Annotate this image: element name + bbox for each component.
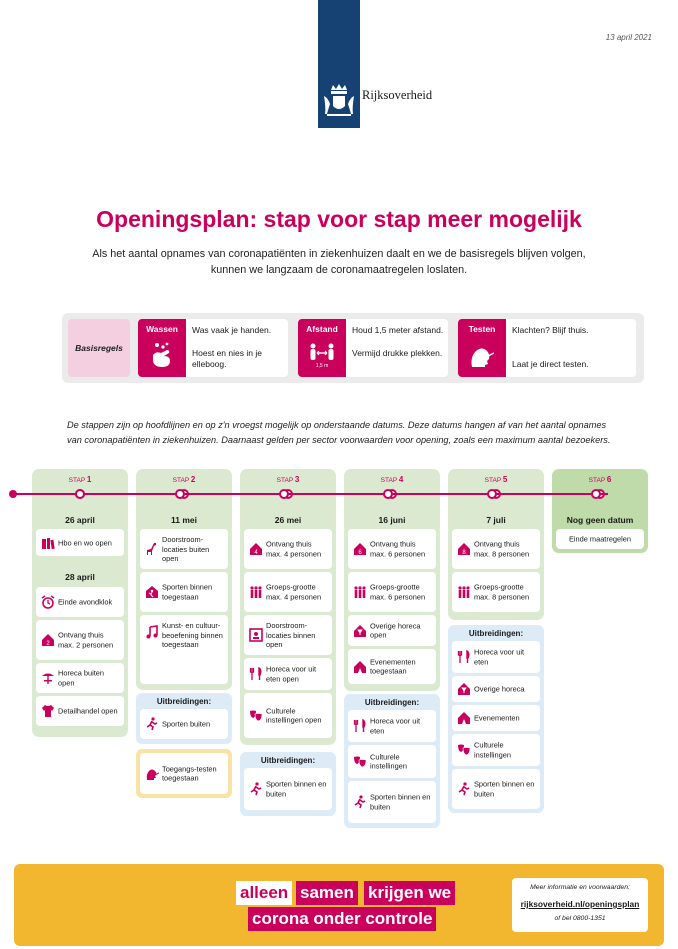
step-date: Nog geen datum <box>566 515 634 525</box>
step-4-uitbreidingen <box>344 694 440 828</box>
rule-line-2: Laat je direct testen. <box>512 359 589 369</box>
measure-text: Horeca voor uit eten <box>474 647 525 666</box>
measure-card <box>452 734 540 766</box>
measure-text: Sporten binnen toegestaan <box>162 582 213 601</box>
measure-text: Ontvang thuis max. 8 personen <box>474 539 530 558</box>
measure-card <box>36 663 124 693</box>
measure-text: Sporten binnen en buiten <box>370 792 431 811</box>
terrace-umbrella-icon <box>41 671 55 685</box>
timeline-dot <box>75 489 85 499</box>
step-3-uitbreidingen <box>240 752 336 816</box>
step-date: 11 mei <box>171 515 197 525</box>
measure-card <box>244 693 332 738</box>
group-icon <box>353 585 367 599</box>
measure-text: Sporten binnen en buiten <box>474 779 535 798</box>
step-column-2 <box>136 469 232 690</box>
slogan-word: corona onder controle <box>248 907 436 931</box>
measure-card <box>140 615 228 684</box>
rule-tile <box>298 319 346 377</box>
house-8-icon <box>457 542 471 556</box>
running-icon <box>353 795 367 809</box>
rule-line-1: Klachten? Blijf thuis. <box>512 325 589 335</box>
step-word: STAP <box>380 477 398 484</box>
theater-masks-icon <box>249 709 263 723</box>
bar-icon <box>353 624 367 638</box>
measure-card <box>348 745 436 778</box>
measure-text: Toegangs-testen toegestaan <box>162 764 217 783</box>
distance-badge: 1,5 m <box>315 363 329 369</box>
slogan-word: samen <box>296 881 358 905</box>
measure-text: Hbo en wo open <box>58 537 112 547</box>
measure-text: Ontvang thuis max. 4 personen <box>266 539 322 558</box>
measure-card <box>556 529 644 549</box>
slogan-word: alleen <box>236 881 292 905</box>
measure-card <box>140 529 228 569</box>
extensions-title: Uitbreidingen: <box>156 697 212 706</box>
step-word: STAP <box>588 477 606 484</box>
measure-text: Kunst- en cultuur-beoefening binnen toegestaan <box>162 621 223 649</box>
cutlery-icon <box>249 667 263 681</box>
house-2-icon <box>41 633 55 647</box>
measure-text: Groeps-grootte max. 6 personen <box>370 582 426 601</box>
step-number: 4 <box>398 475 404 484</box>
basisregels-label: Basisregels <box>68 319 130 377</box>
timeline-dot <box>175 489 185 499</box>
measure-text: Overige horeca <box>474 684 525 694</box>
measure-text: Evenementen <box>474 713 520 723</box>
measure-card <box>348 529 436 569</box>
alarm-clock-icon <box>41 595 55 609</box>
slogan-word: krijgen we <box>364 881 455 905</box>
rule-tile <box>458 319 506 377</box>
measure-card <box>452 769 540 809</box>
measure-text: Doorstroom-locaties buiten open <box>162 534 210 563</box>
measure-text: Groeps-grootte max. 8 personen <box>474 582 530 601</box>
measure-card <box>36 529 124 556</box>
note-line: De stappen zijn op hoofdlijnen en op z'n vroegst mogelijk op onderstaande datums. Deze datums hangen af van het aantal opnames <box>67 420 607 430</box>
rule-line-1: Was vaak je handen. <box>192 325 272 335</box>
svg-text:6: 6 <box>358 550 362 556</box>
svg-text:8: 8 <box>462 550 466 556</box>
info-phone: of bel 0800-1351 <box>554 915 606 922</box>
rule-wassen <box>138 319 288 377</box>
step-word: STAP <box>484 477 502 484</box>
svg-text:4: 4 <box>254 550 258 556</box>
cutlery-icon <box>457 650 471 664</box>
crown-emblem-icon <box>321 82 357 118</box>
step-number: 1 <box>86 475 92 484</box>
measure-text: Horeca voor uit eten open <box>266 664 317 683</box>
measure-card <box>452 676 540 702</box>
measure-text: Evenementen toegestaan <box>370 657 416 676</box>
rule-tile <box>138 319 186 377</box>
step-5-uitbreidingen <box>448 625 544 813</box>
indoor-sports-icon <box>145 585 159 599</box>
group-icon <box>457 585 471 599</box>
step-column-3 <box>240 469 336 745</box>
info-link[interactable]: rijksoverheid.nl/openingsplan <box>520 899 640 909</box>
distance-people-icon <box>309 341 335 371</box>
intro-text <box>80 246 598 278</box>
step-date: 7 juli <box>486 515 506 525</box>
measure-text: Groeps-grootte max. 4 personen <box>266 582 322 601</box>
extensions-title: Uitbreidingen: <box>364 698 420 707</box>
measure-text: Detailhandel open <box>58 706 118 716</box>
measure-card <box>140 572 228 612</box>
measure-card <box>348 615 436 646</box>
measure-card <box>36 587 124 617</box>
org-name: Rijksoverheid <box>362 88 433 102</box>
step-number: 2 <box>190 475 196 484</box>
house-4-icon <box>249 542 263 556</box>
theater-masks-icon <box>457 743 471 757</box>
rule-line-2: Hoest en nies in je elleboog. <box>192 348 262 369</box>
note-line: van coronapatiënten in ziekenhuizen. Daarnaast gelden per sector voorwaarden voor opening, zoals een maximum aantal bezoekers. <box>67 435 611 445</box>
measure-text: Horeca voor uit eten <box>370 716 421 735</box>
step-date: 26 mei <box>274 515 302 525</box>
rule-line-2: Vermijd drukke plekken. <box>352 348 443 358</box>
handwash-icon <box>150 341 174 371</box>
step-2-uitbreidingen <box>136 693 232 744</box>
timeline-line <box>12 493 608 495</box>
measure-text: Einde avondklok <box>58 597 113 607</box>
measure-card <box>140 709 228 739</box>
rule-title: Afstand <box>306 324 338 334</box>
measure-text: Ontvang thuis max. 2 personen <box>58 630 114 649</box>
step-number: 5 <box>502 475 508 484</box>
music-note-icon <box>145 625 159 639</box>
rule-title: Testen <box>468 324 496 334</box>
step-2-testing-box <box>136 749 232 798</box>
step-column-4 <box>344 469 440 691</box>
disclaimer-note <box>67 418 647 448</box>
measure-card <box>36 620 124 660</box>
measure-text: Sporten buiten <box>162 719 211 729</box>
measure-card <box>244 615 332 655</box>
intro-line: Als het aantal opnames van coronapatiënten in ziekenhuizen daalt en we de basisregels blijven volgen, <box>92 248 586 260</box>
group-icon <box>249 585 263 599</box>
extensions-title: Uitbreidingen: <box>260 756 316 765</box>
measure-text: Einde maatregelen <box>568 534 632 544</box>
step-column-6 <box>552 469 648 553</box>
timeline-dot <box>487 489 497 499</box>
test-swab-icon <box>145 767 159 781</box>
rule-line-1: Houd 1,5 meter afstand. <box>352 325 444 335</box>
step-number: 6 <box>606 475 612 484</box>
measure-card <box>348 710 436 742</box>
step-label <box>552 475 648 484</box>
intro-line: kunnen we langzaam de coronamaatregelen loslaten. <box>210 264 468 276</box>
info-box <box>512 878 648 932</box>
step-1-second-date-box <box>32 567 128 734</box>
step-date: 26 april <box>65 515 95 525</box>
info-intro: Meer informatie en voorwaarden: <box>530 884 630 891</box>
measure-text: Culturele instellingen open <box>266 706 322 725</box>
cutlery-icon <box>353 719 367 733</box>
measure-card <box>244 658 332 690</box>
measure-text: Culturele instellingen <box>370 752 407 771</box>
measure-text: Doorstroom-locaties binnen open <box>266 620 316 649</box>
measure-card <box>452 705 540 731</box>
step-label <box>240 475 336 484</box>
circus-tent-icon <box>353 660 367 674</box>
extensions-title: Uitbreidingen: <box>468 629 524 638</box>
books-icon <box>41 536 55 550</box>
measure-text: Culturele instellingen <box>474 740 511 759</box>
circus-tent-icon <box>457 711 471 725</box>
running-icon <box>145 717 159 731</box>
rule-title: Wassen <box>146 324 178 334</box>
measure-text: Sporten binnen en buiten <box>266 779 327 798</box>
step-word: STAP <box>172 477 190 484</box>
footer-banner <box>14 864 664 946</box>
measure-card <box>348 572 436 612</box>
rule-testen <box>458 319 636 377</box>
timeline-dot <box>591 489 601 499</box>
step-label <box>136 475 232 484</box>
measure-card <box>244 529 332 569</box>
running-icon <box>249 782 263 796</box>
running-icon <box>457 782 471 796</box>
step-number: 3 <box>294 475 300 484</box>
step-label <box>344 475 440 484</box>
step-word: STAP <box>276 477 294 484</box>
measure-text: Horeca buiten open <box>58 668 105 687</box>
publication-date: 13 april 2021 <box>605 33 652 42</box>
measure-text: Overige horeca open <box>370 621 421 640</box>
measure-card <box>36 696 124 726</box>
basisregels-panel <box>62 313 644 383</box>
measure-text: Ontvang thuis max. 6 personen <box>370 539 426 558</box>
page-title: Openingsplan: stap voor stap meer mogelijk <box>96 206 582 232</box>
step-label <box>32 475 128 484</box>
timeline-dot <box>383 489 393 499</box>
bar-icon <box>457 682 471 696</box>
rule-afstand <box>298 319 448 377</box>
museum-frame-icon <box>249 628 263 642</box>
step-word: STAP <box>68 477 86 484</box>
measure-card <box>244 572 332 612</box>
timeline-dot <box>279 489 289 499</box>
step-label <box>448 475 544 484</box>
measure-card <box>452 641 540 673</box>
measure-card <box>452 529 540 569</box>
measure-card <box>348 649 436 684</box>
step-date: 28 april <box>65 572 95 582</box>
measure-card <box>140 753 228 794</box>
shirt-icon <box>41 704 55 718</box>
svg-text:2: 2 <box>46 641 50 647</box>
step-date: 16 juni <box>378 515 406 525</box>
measure-card <box>348 781 436 823</box>
test-swab-icon <box>468 341 494 371</box>
measure-card <box>244 768 332 810</box>
giraffe-icon <box>145 542 159 556</box>
house-6-icon <box>353 542 367 556</box>
timeline-start-dot <box>9 490 17 498</box>
theater-masks-icon <box>353 755 367 769</box>
measure-card <box>452 572 540 612</box>
